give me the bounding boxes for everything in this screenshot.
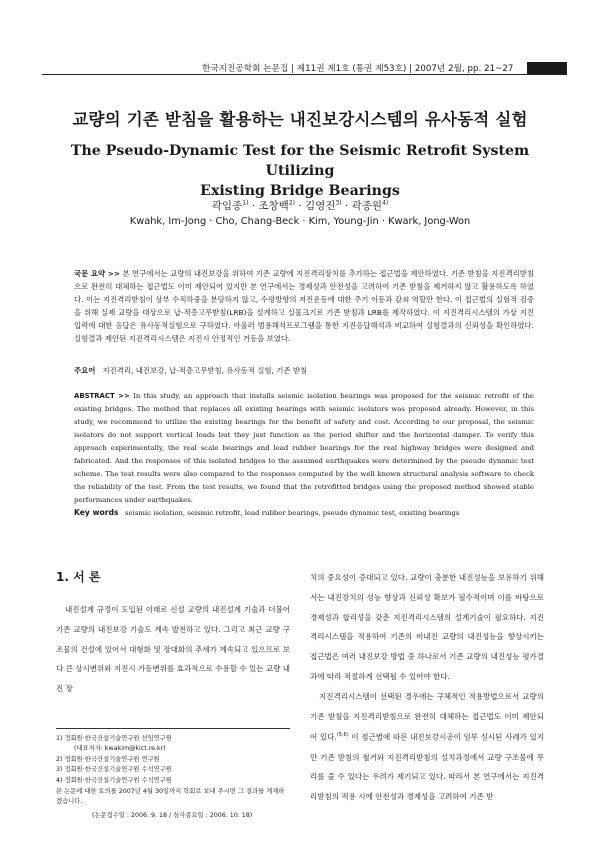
footnote-item: [56, 734, 290, 744]
footnote-mark: 2): [56, 755, 63, 763]
footnotes: [56, 728, 290, 821]
authors-english: Kwahk, Im-Jong · Cho, Chang-Beck · Kim, Young-Jin · Kwark, Jong-Won: [129, 216, 471, 227]
author-name: 조창백: [258, 200, 289, 212]
author-affiliation-mark: 3): [335, 199, 342, 207]
footnote-text: (대표저자: kwakim@kict.re.kr): [74, 745, 166, 753]
abstract-english-text: In this study, an approach that installs seismic isolation bearings was proposed for the seismic retrofit of the existing bridges. The method that replaces all existing bearings with seismic isolators was proposed already. However, in this study, we recommend to utilize the existing bearings for the benefit of safety and cost. According to our proposal, the seismic isolators do not support vertical loads but they just function as the period shifter and the horizontal damper. To verify this approach experimentally, the real scale bearings and lead rubber bearings for the real highway bridges were designed and fabricated. And the responses of this isolated bridges to the assumed earthquakes were determined by the pseudo dynamic test scheme. The test results were also compared to the responses computed by the well known structural analysis software to check the reliability of the test. From the test results, we found that the retrofitted bridges using the proposed method showed stable performances under earthquakes.: [74, 392, 534, 504]
body-paragraph: [310, 687, 544, 807]
abstract-korean-text: 본 연구에서는 교량의 내진보강을 위하여 기존 교량에 지진격리장치를 추가하는 접근법을 제안하였다. 기존 받침을 지진격리받침으로 완전히 대체하는 접근법도 이미 제안되어 있지만 본 연구에서는 경제성과 안전성을 고려하여 기존 받침을 제거하지 않고 활용하도록 하였다. 이는 지진격리받침이 상부 수직하중을 분담하지 않고, 수평방향의 저진운동에 대한 주기 이동과 감쇠 역할만 한다. 이 접근법의 실험적 검증을 위해 실제 교량을 대상으로 납-적층고무받침(LRB)을 설계하고 실물크기로 기존 받침과 LRB를 제작하였다. 이 지진격리시스템의 가상 지진입력에 대한 응답은 유사동적실험으로 구하였다. 아울러 범용해석프로그램을 통한 지진응답해석과 비교하여 실험결과의 신뢰성을 확인하였다. 실험결과 제안된 지진격리시스템은 지진시 안정적인 거동을 보였다.: [74, 269, 534, 343]
author-separator: ·: [341, 200, 352, 212]
author-separator: ·: [248, 200, 259, 212]
keywords-korean-text: 지진격리, 내진보강, 납-적층고무받침, 유사동적 실험, 기존 받침: [102, 366, 308, 375]
author-name: 김영진: [305, 200, 336, 212]
author-name: 곽임종: [211, 200, 243, 212]
footnote-mark: 4): [56, 776, 63, 784]
discussion-note: 본 논문에 대한 토의를 2007년 4월 30일까지 학회로 보내 주시면 그 결과를 게재하겠습니다.: [56, 788, 285, 806]
abstract-korean: [74, 267, 534, 345]
footnote-mark: 1): [56, 735, 63, 742]
keywords-english: [74, 506, 534, 520]
author-affiliation-mark: 4): [382, 199, 389, 207]
footnote-item: [56, 755, 290, 765]
keywords-english-label: Key words: [74, 508, 119, 517]
running-header: [0, 50, 600, 76]
footnote-text: 정회원·한국건설기술연구원 선임연구원: [64, 735, 172, 742]
footnote-text: 정회원·한국건설기술연구원 연구원: [64, 755, 160, 763]
abstract-english: [74, 390, 534, 507]
title-english-line2: Existing Bridge Bearings: [200, 183, 400, 199]
footnote-item: [56, 765, 290, 775]
body-text-run: 지진격리시스템이 선택된 경우에는 구체적인 적용방법으로서 교량의 기존 받침을 지진격리받침으로 완전히 대체하는 접근법도 이미 제안되어 있다.: [310, 691, 544, 742]
body-right-column: [310, 568, 544, 807]
author-affiliation-mark: 1): [242, 199, 249, 207]
header-rule: [42, 74, 566, 75]
abstract-english-label: ABSTRACT >>: [74, 392, 130, 400]
title-korean: 교량의 기존 받침을 활용하는 내진보강시스템의 유사동적 실험: [72, 110, 528, 129]
received-dates: (논문접수일 : 2006. 9. 18 / 심사종료일 : 2006. 10. 18): [92, 811, 253, 819]
abstract-korean-label: 국문 요약 >>: [74, 269, 121, 278]
author-separator: ·: [294, 200, 305, 212]
footnote-item: [56, 776, 290, 786]
body-paragraph: 치의 중요성이 증대되고 있다. 교량이 충분한 내진성능을 보유하기 위해서는 내진장치의 성능 향상과 신뢰성 확보가 필수적이며 이를 바탕으로 경제성과 합리성을 갖춘 지진격리시스템의 설계기술이 필요하다. 지진격리시스템을 적용하여 기존의 비내진 교량의 내진성능을 향상시키는 접근법은 여러 내진보강 방법 중 하나로서 기존 교량의 내진성능 평가결과에 따라 적절하게 선택될 수 있어야 한다.: [310, 573, 544, 681]
body-left-column: [56, 568, 290, 699]
body-paragraph: 내진설계 규정이 도입된 이래로 신설 교량의 내진설계 기술과 더불어 기존 교량의 내진보강 기술도 계속 발전하고 있다. 그리고 최근 교량 구조물의 건설에 있어서 대형화 및 장대화의 추세가 계속되고 있으므로 보다 큰 상시변위와 지진시 가동변위를 효과적으로 수용할 수 있는 교량 내진 장: [56, 605, 290, 694]
title-english-line1: The Pseudo-Dynamic Test for the Seismic Retrofit System Utilizing: [70, 143, 530, 179]
citation-mark: (5,6): [336, 732, 349, 739]
keywords-korean-label: 주요어: [74, 366, 96, 375]
journal-citation: 한국지진공학회 논문집 | 제11권 제1호 (통권 제53호) | 2007년 2월, pp. 21~27: [202, 64, 514, 74]
footnote-text: 정회원·한국건설기술연구원 수석연구원: [64, 766, 172, 774]
footnote-item: [74, 744, 290, 754]
keywords-english-text: seismic isolation, seismic retrofit, lead rubber bearings, pseudo dynamic test, existing bearings: [125, 509, 460, 517]
title-english: [60, 141, 540, 201]
author-name: 곽종원: [351, 200, 383, 212]
section-heading-introduction: 1. 서 론: [56, 570, 101, 584]
footnote-text: 정회원·한국건설기술연구원 수석연구원: [64, 776, 172, 784]
footnote-mark: 3): [56, 766, 63, 774]
body-text-run: 이 접근법에 따른 내진보강시공이 일부 실시된 사례가 있지만 기존 받침의 철거와 지진격리받침의 설치과정에서 교량 구조물에 무리를 줄 수 있다는 우려가 제기되고 있다. 따라서 본 연구에서는 지진격리받침의 적용 시에 안전성과 경제성을 고려하여 기존 받: [310, 732, 544, 802]
authors-korean: [0, 198, 600, 213]
keywords-korean: [74, 364, 534, 377]
author-affiliation-mark: 2): [288, 199, 295, 207]
